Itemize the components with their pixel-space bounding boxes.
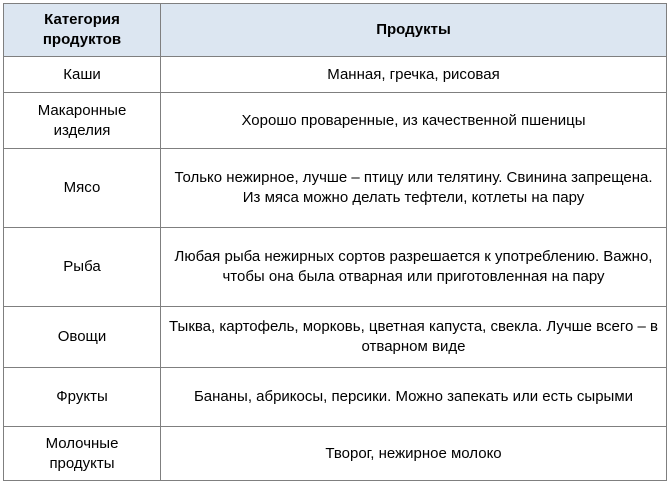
category-cell: Фрукты [4, 368, 161, 427]
table-row [4, 427, 667, 481]
category-cell: Макаронные изделия [4, 93, 161, 149]
products-cell: Манная, гречка, рисовая [161, 57, 667, 93]
products-cell: Только нежирное, лучше – птицу или телятину. Свинина запрещена. Из мяса можно делать тефтели, котлеты на пару [161, 149, 667, 228]
category-cell: Мясо [4, 149, 161, 228]
header-row [4, 4, 667, 57]
header-category: Категория продуктов [4, 4, 161, 57]
table-body [4, 57, 667, 481]
table-row [4, 93, 667, 149]
category-cell: Рыба [4, 228, 161, 307]
table-row [4, 307, 667, 368]
category-cell: Каши [4, 57, 161, 93]
table-row [4, 149, 667, 228]
category-cell: Молочные продукты [4, 427, 161, 481]
category-cell: Овощи [4, 307, 161, 368]
table-row [4, 368, 667, 427]
products-cell: Творог, нежирное молоко [161, 427, 667, 481]
products-cell: Хорошо проваренные, из качественной пшеницы [161, 93, 667, 149]
products-cell: Бананы, абрикосы, персики. Можно запекать или есть сырыми [161, 368, 667, 427]
diet-table-container [3, 3, 666, 481]
products-cell: Любая рыба нежирных сортов разрешается к употреблению. Важно, чтобы она была отварная или приготовленная на пару [161, 228, 667, 307]
table-row [4, 57, 667, 93]
diet-products-table [3, 3, 667, 481]
header-products: Продукты [161, 4, 667, 57]
products-cell: Тыква, картофель, морковь, цветная капуста, свекла. Лучше всего – в отварном виде [161, 307, 667, 368]
table-header [4, 4, 667, 57]
table-row [4, 228, 667, 307]
